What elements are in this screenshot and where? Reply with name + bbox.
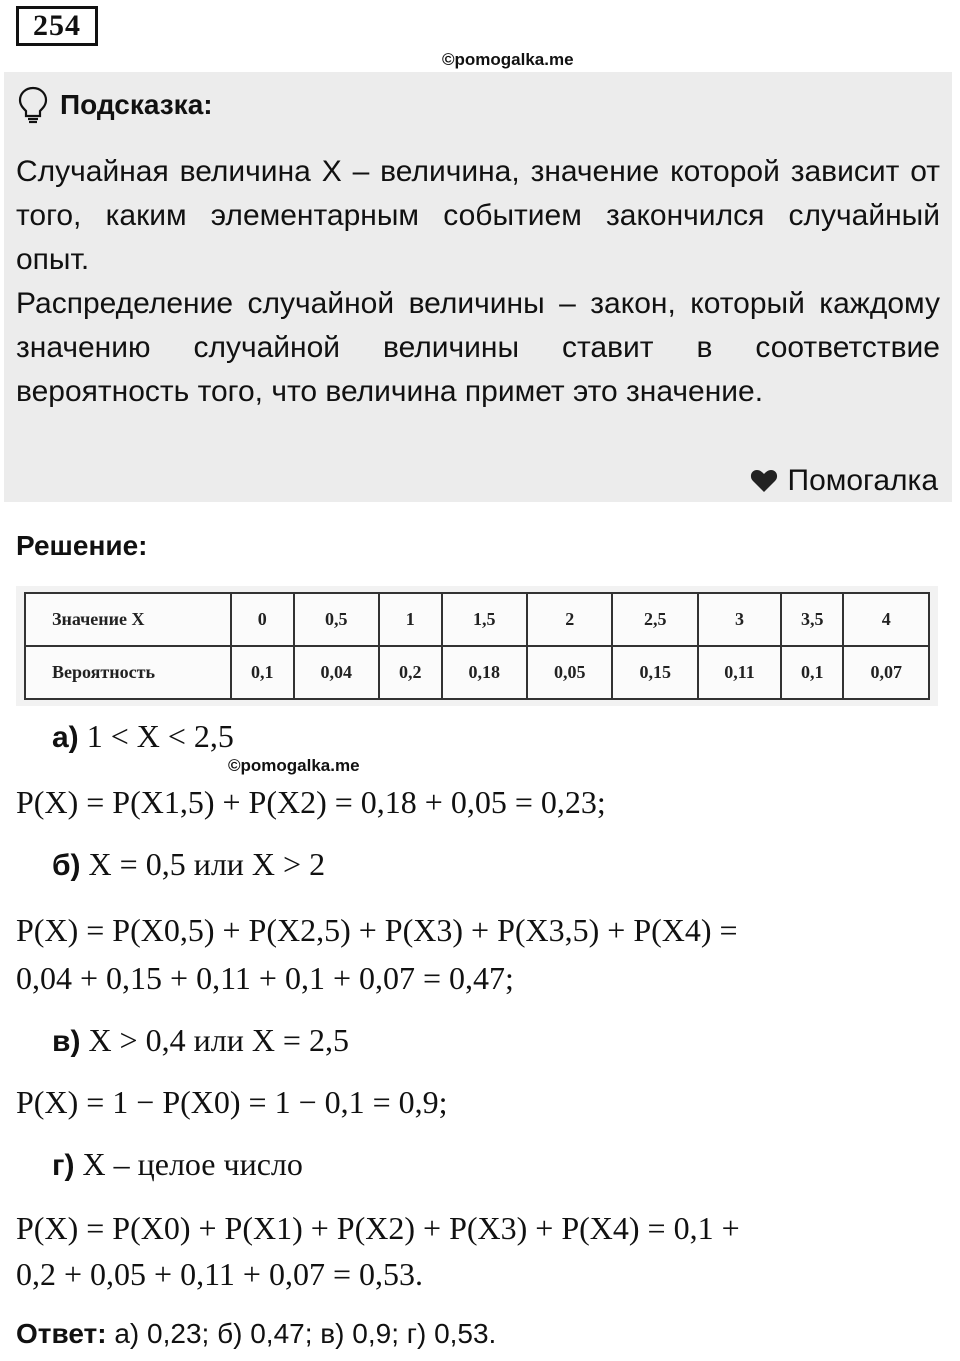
table-row-probabilities bbox=[25, 646, 929, 699]
watermark-2: ©pomogalka.me bbox=[228, 756, 360, 775]
hint-title: Подсказка: bbox=[60, 89, 213, 120]
answer-line bbox=[16, 1318, 496, 1350]
part-a-label: а) bbox=[52, 721, 79, 754]
part-g-solution-1: P(X) = P(X0) + P(X1) + P(X2) + P(X3) + P(X4) = 0,1 + bbox=[16, 1210, 740, 1246]
solution-title: Решение: bbox=[16, 530, 148, 561]
part-b-condition-line bbox=[52, 846, 325, 883]
hint-paragraph-1: Случайная величина X – величина, значение которой зависит от того, каким элементарным событием закончился случайный опыт. bbox=[16, 155, 940, 276]
table-cell: 0,18 bbox=[442, 646, 527, 699]
table-cell: 0,1 bbox=[231, 646, 294, 699]
brand-signature bbox=[750, 464, 939, 498]
part-v-label: в) bbox=[52, 1025, 81, 1058]
part-v-condition: X > 0,4 или X = 2,5 bbox=[88, 1022, 349, 1058]
table-cell: 0,11 bbox=[698, 646, 781, 699]
part-v-condition-line bbox=[52, 1022, 349, 1059]
hint-header bbox=[18, 86, 213, 124]
row-label-probability: Вероятность bbox=[25, 646, 231, 699]
part-v-solution: P(X) = 1 − P(X0) = 1 − 0,1 = 0,9; bbox=[16, 1084, 448, 1120]
lightbulb-icon bbox=[18, 86, 48, 124]
distribution-table bbox=[24, 592, 930, 700]
part-a-condition-line bbox=[52, 718, 234, 755]
table-cell: 4 bbox=[843, 593, 929, 646]
table-cell: 0,07 bbox=[843, 646, 929, 699]
table-row-values bbox=[25, 593, 929, 646]
table-cell: 0,2 bbox=[379, 646, 442, 699]
part-b-label: б) bbox=[52, 849, 81, 882]
row-label-value: Значение X bbox=[25, 593, 231, 646]
distribution-table-image bbox=[16, 586, 938, 706]
heart-icon bbox=[750, 469, 778, 493]
table-cell: 2 bbox=[527, 593, 612, 646]
table-cell: 0 bbox=[231, 593, 294, 646]
part-b-solution-2: 0,04 + 0,15 + 0,11 + 0,1 + 0,07 = 0,47; bbox=[16, 960, 514, 996]
table-cell: 2,5 bbox=[612, 593, 697, 646]
table-cell: 0,04 bbox=[294, 646, 379, 699]
part-b-solution-1: P(X) = P(X0,5) + P(X2,5) + P(X3) + P(X3,5) + P(X4) = bbox=[16, 912, 738, 948]
table-cell: 3 bbox=[698, 593, 781, 646]
part-g-solution-2: 0,2 + 0,05 + 0,11 + 0,07 = 0,53. bbox=[16, 1256, 423, 1292]
part-g-label: г) bbox=[52, 1149, 75, 1182]
answer-label: Ответ: bbox=[16, 1318, 107, 1349]
table-cell: 3,5 bbox=[781, 593, 844, 646]
table-cell: 0,5 bbox=[294, 593, 379, 646]
answer-text: а) 0,23; б) 0,47; в) 0,9; г) 0,53. bbox=[114, 1318, 497, 1349]
part-g-condition: X – целое число bbox=[82, 1146, 303, 1182]
table-cell: 0,15 bbox=[612, 646, 697, 699]
table-cell: 1 bbox=[379, 593, 442, 646]
hint-paragraph-2: Распределение случайной величины – закон, который каждому значению случайной величины ставит в соответствие вероятность того, что величина примет это значение. bbox=[16, 287, 940, 408]
table-cell: 0,1 bbox=[781, 646, 844, 699]
part-a-solution: P(X) = P(X1,5) + P(X2) = 0,18 + 0,05 = 0,23; bbox=[16, 784, 606, 820]
part-a-condition: 1 < X < 2,5 bbox=[86, 718, 234, 754]
part-g-condition-line bbox=[52, 1146, 303, 1183]
hint-text bbox=[16, 150, 940, 414]
part-b-condition: X = 0,5 или X > 2 bbox=[88, 846, 326, 882]
problem-number: 254 bbox=[16, 6, 98, 46]
table-cell: 1,5 bbox=[442, 593, 527, 646]
table-cell: 0,05 bbox=[527, 646, 612, 699]
watermark: ©pomogalka.me bbox=[442, 50, 574, 69]
brand-name: Помогалка bbox=[787, 464, 938, 497]
